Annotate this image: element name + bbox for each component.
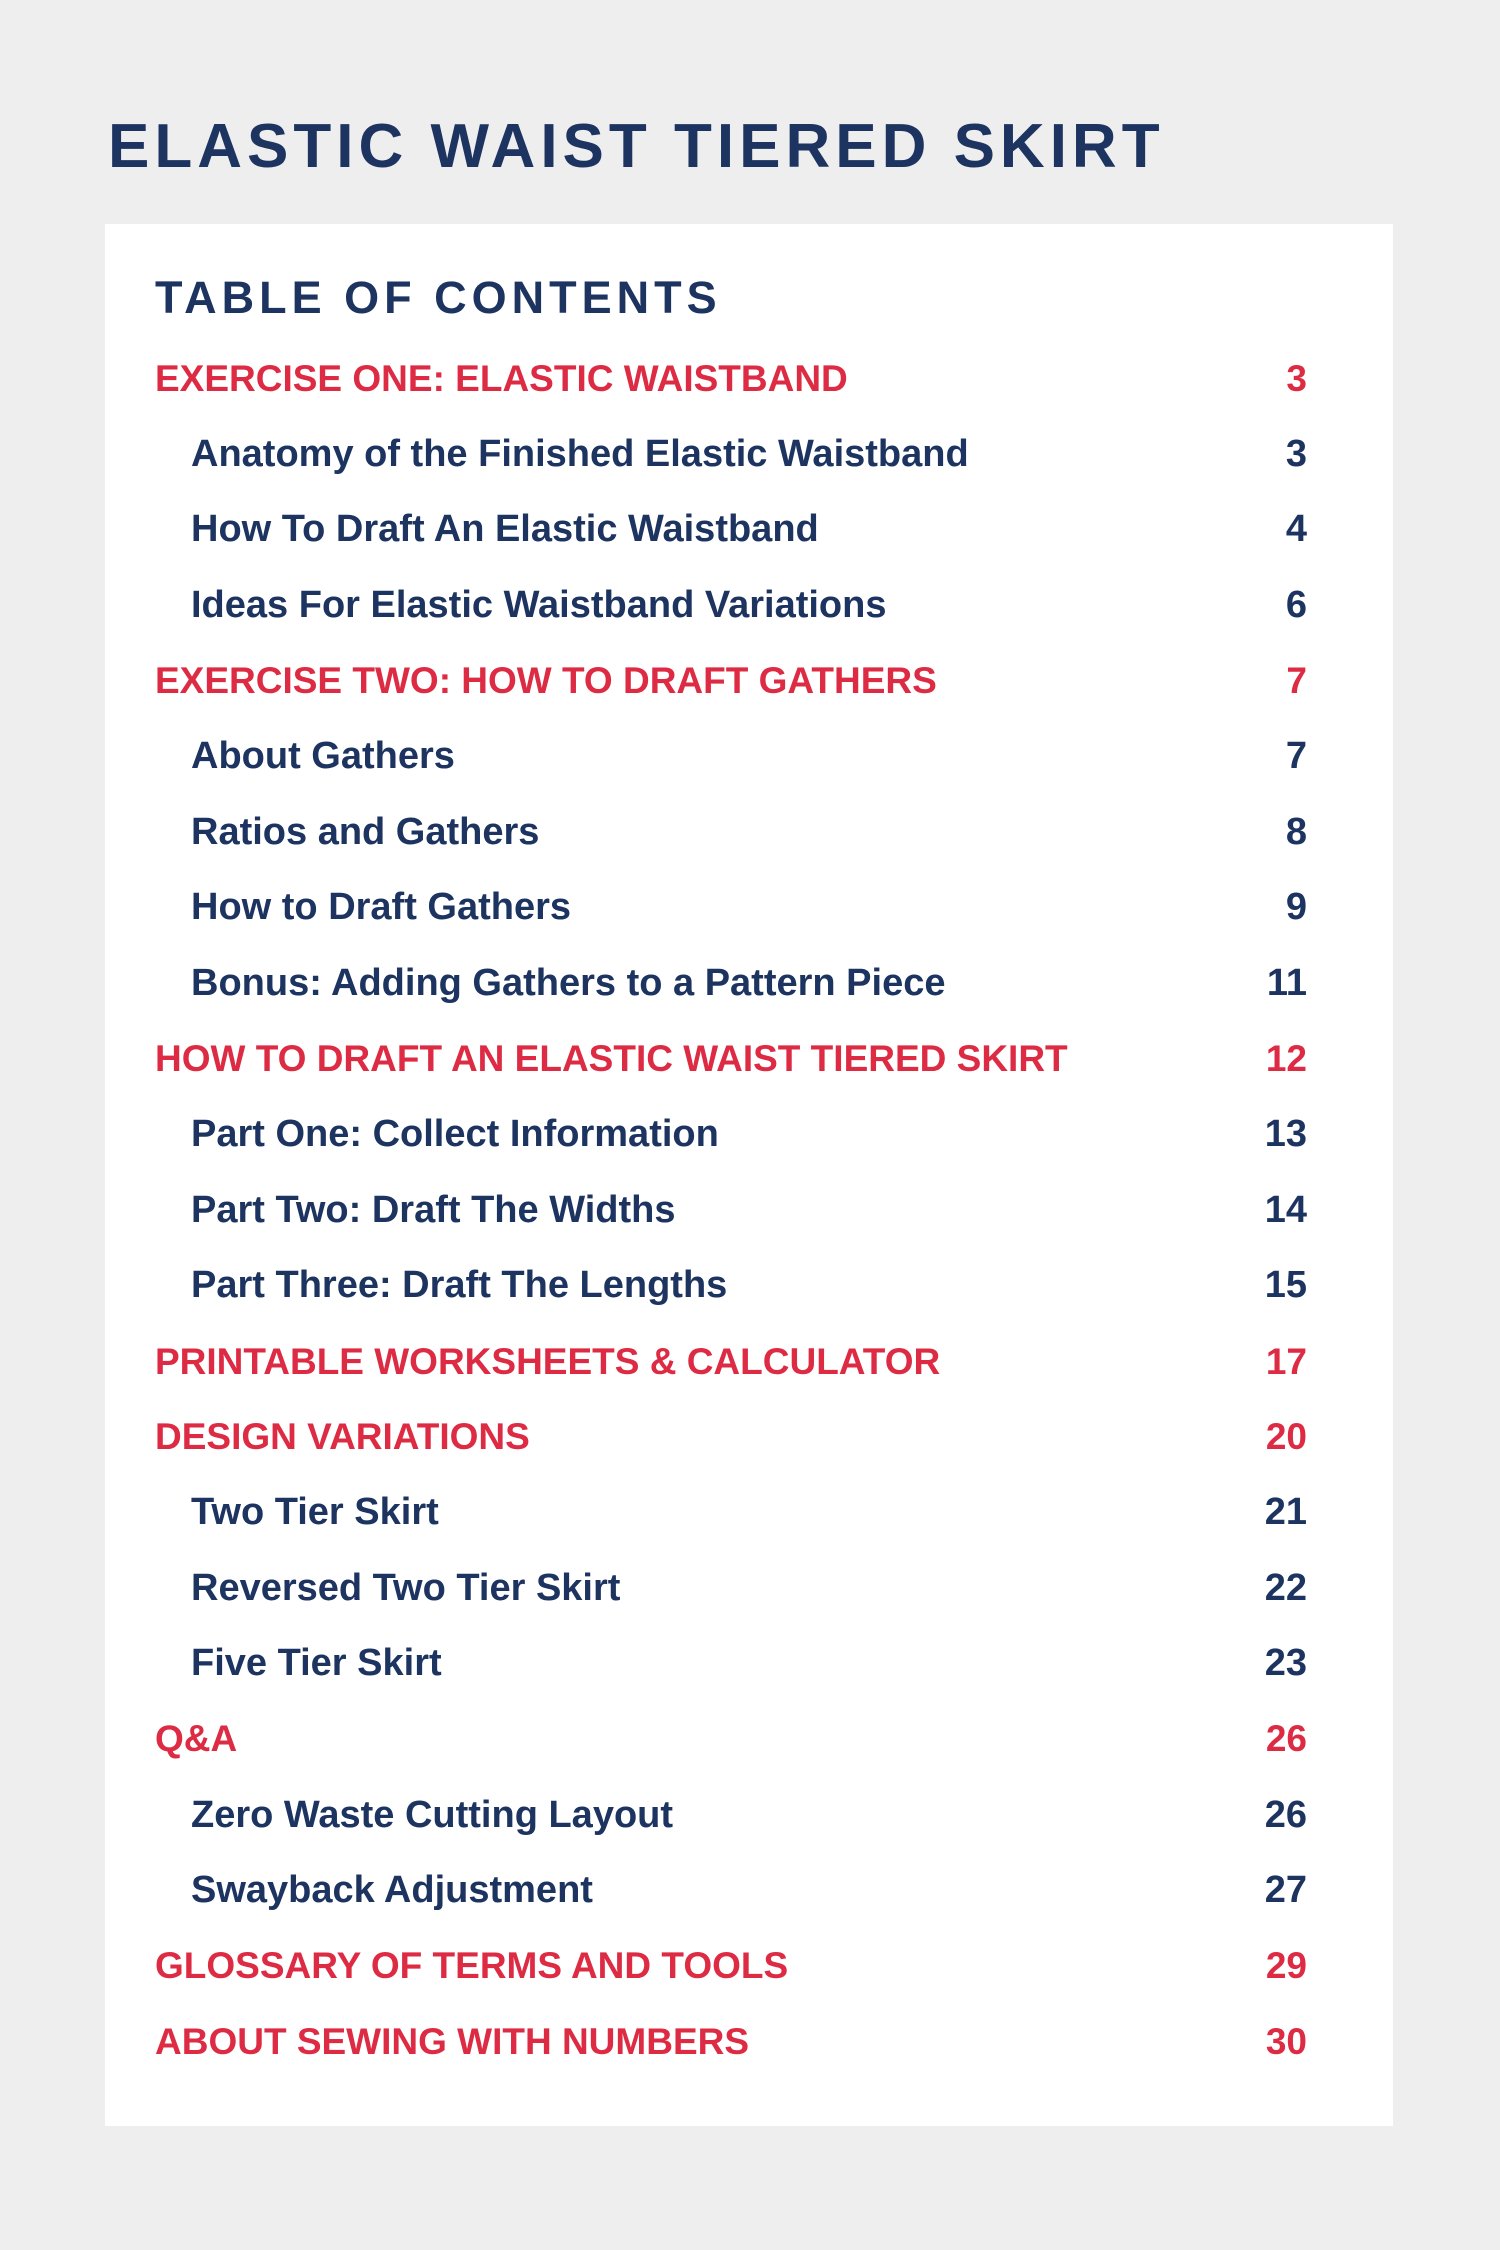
toc-subsection-entry[interactable] — [155, 492, 1307, 568]
toc-entry-title: How To Draft An Elastic Waistband — [191, 508, 819, 551]
toc-card — [105, 224, 1393, 2126]
toc-subsection-entry[interactable] — [155, 1097, 1307, 1173]
toc-section-entry[interactable] — [155, 643, 1307, 719]
toc-subsection-entry[interactable] — [155, 1853, 1307, 1929]
toc-section-entry[interactable] — [155, 1702, 1307, 1778]
toc-entry-page-number: 3 — [1285, 432, 1307, 475]
toc-entry-title: Two Tier Skirt — [191, 1491, 439, 1534]
toc-section-entry[interactable] — [155, 1928, 1307, 2004]
toc-entry-title: ABOUT SEWING WITH NUMBERS — [155, 2020, 750, 2062]
toc-entry-page-number: 7 — [1285, 735, 1307, 778]
toc-entry-title: Q&A — [155, 1718, 238, 1760]
toc-entry-page-number: 7 — [1286, 660, 1307, 702]
toc-heading: TABLE OF CONTENTS — [155, 272, 722, 323]
toc-subsection-entry[interactable] — [155, 1248, 1307, 1324]
toc-subsection-entry[interactable] — [155, 1626, 1307, 1702]
toc-list — [155, 341, 1307, 2080]
toc-entry-page-number: 15 — [1264, 1264, 1307, 1307]
toc-entry-title: Five Tier Skirt — [191, 1642, 442, 1685]
toc-entry-page-number: 23 — [1264, 1642, 1307, 1685]
toc-section-entry[interactable] — [155, 341, 1307, 417]
toc-entry-title: Part Two: Draft The Widths — [191, 1188, 676, 1231]
toc-section-entry[interactable] — [155, 2004, 1307, 2080]
toc-entry-page-number: 20 — [1265, 1416, 1307, 1458]
toc-subsection-entry[interactable] — [155, 1777, 1307, 1853]
toc-entry-title: How to Draft Gathers — [191, 886, 572, 929]
toc-entry-title: Ideas For Elastic Waistband Variations — [191, 584, 887, 627]
toc-entry-title: Zero Waste Cutting Layout — [191, 1793, 674, 1836]
toc-entry-page-number: 8 — [1285, 810, 1307, 853]
toc-entry-page-number: 13 — [1264, 1113, 1307, 1156]
toc-entry-page-number: 26 — [1265, 1718, 1307, 1760]
toc-entry-title: Part One: Collect Information — [191, 1113, 719, 1156]
toc-entry-title: Swayback Adjustment — [191, 1869, 593, 1912]
toc-entry-title: Reversed Two Tier Skirt — [191, 1566, 621, 1609]
toc-subsection-entry[interactable] — [155, 795, 1307, 871]
toc-subsection-entry[interactable] — [155, 946, 1307, 1022]
toc-section-entry[interactable] — [155, 1021, 1307, 1097]
toc-entry-page-number: 30 — [1265, 2020, 1307, 2062]
toc-entry-page-number: 12 — [1265, 1038, 1307, 1080]
toc-entry-title: GLOSSARY OF TERMS AND TOOLS — [155, 1945, 789, 1987]
toc-entry-title: Part Three: Draft The Lengths — [191, 1264, 728, 1307]
toc-entry-title: EXERCISE ONE: ELASTIC WAISTBAND — [155, 357, 848, 399]
page-title: ELASTIC WAIST TIERED SKIRT — [108, 112, 1165, 181]
toc-entry-page-number: 11 — [1266, 962, 1307, 1005]
toc-entry-title: DESIGN VARIATIONS — [155, 1416, 530, 1458]
toc-entry-title: Ratios and Gathers — [191, 810, 540, 853]
toc-subsection-entry[interactable] — [155, 870, 1307, 946]
toc-subsection-entry[interactable] — [155, 1551, 1307, 1627]
toc-entry-page-number: 14 — [1264, 1188, 1307, 1231]
toc-subsection-entry[interactable] — [155, 719, 1307, 795]
toc-entry-page-number: 22 — [1264, 1566, 1307, 1609]
toc-entry-page-number: 17 — [1265, 1340, 1307, 1382]
toc-section-entry[interactable] — [155, 1399, 1307, 1475]
toc-subsection-entry[interactable] — [155, 1173, 1307, 1249]
toc-entry-page-number: 4 — [1285, 508, 1307, 551]
toc-entry-page-number: 3 — [1286, 357, 1307, 399]
toc-section-entry[interactable] — [155, 1324, 1307, 1400]
toc-entry-title: About Gathers — [191, 735, 455, 778]
toc-subsection-entry[interactable] — [155, 417, 1307, 493]
toc-entry-page-number: 27 — [1264, 1869, 1307, 1912]
toc-entry-title: PRINTABLE WORKSHEETS & CALCULATOR — [155, 1340, 941, 1382]
toc-entry-title: EXERCISE TWO: HOW TO DRAFT GATHERS — [155, 660, 937, 702]
toc-subsection-entry[interactable] — [155, 568, 1307, 644]
toc-entry-title: HOW TO DRAFT AN ELASTIC WAIST TIERED SKIRT — [155, 1038, 1068, 1080]
toc-entry-page-number: 26 — [1264, 1793, 1307, 1836]
toc-entry-title: Bonus: Adding Gathers to a Pattern Piece — [191, 962, 946, 1005]
toc-entry-page-number: 21 — [1264, 1491, 1307, 1534]
toc-entry-title: Anatomy of the Finished Elastic Waistband — [191, 432, 969, 475]
toc-entry-page-number: 29 — [1265, 1945, 1307, 1987]
toc-entry-page-number: 9 — [1285, 886, 1307, 929]
toc-entry-page-number: 6 — [1285, 584, 1307, 627]
toc-subsection-entry[interactable] — [155, 1475, 1307, 1551]
